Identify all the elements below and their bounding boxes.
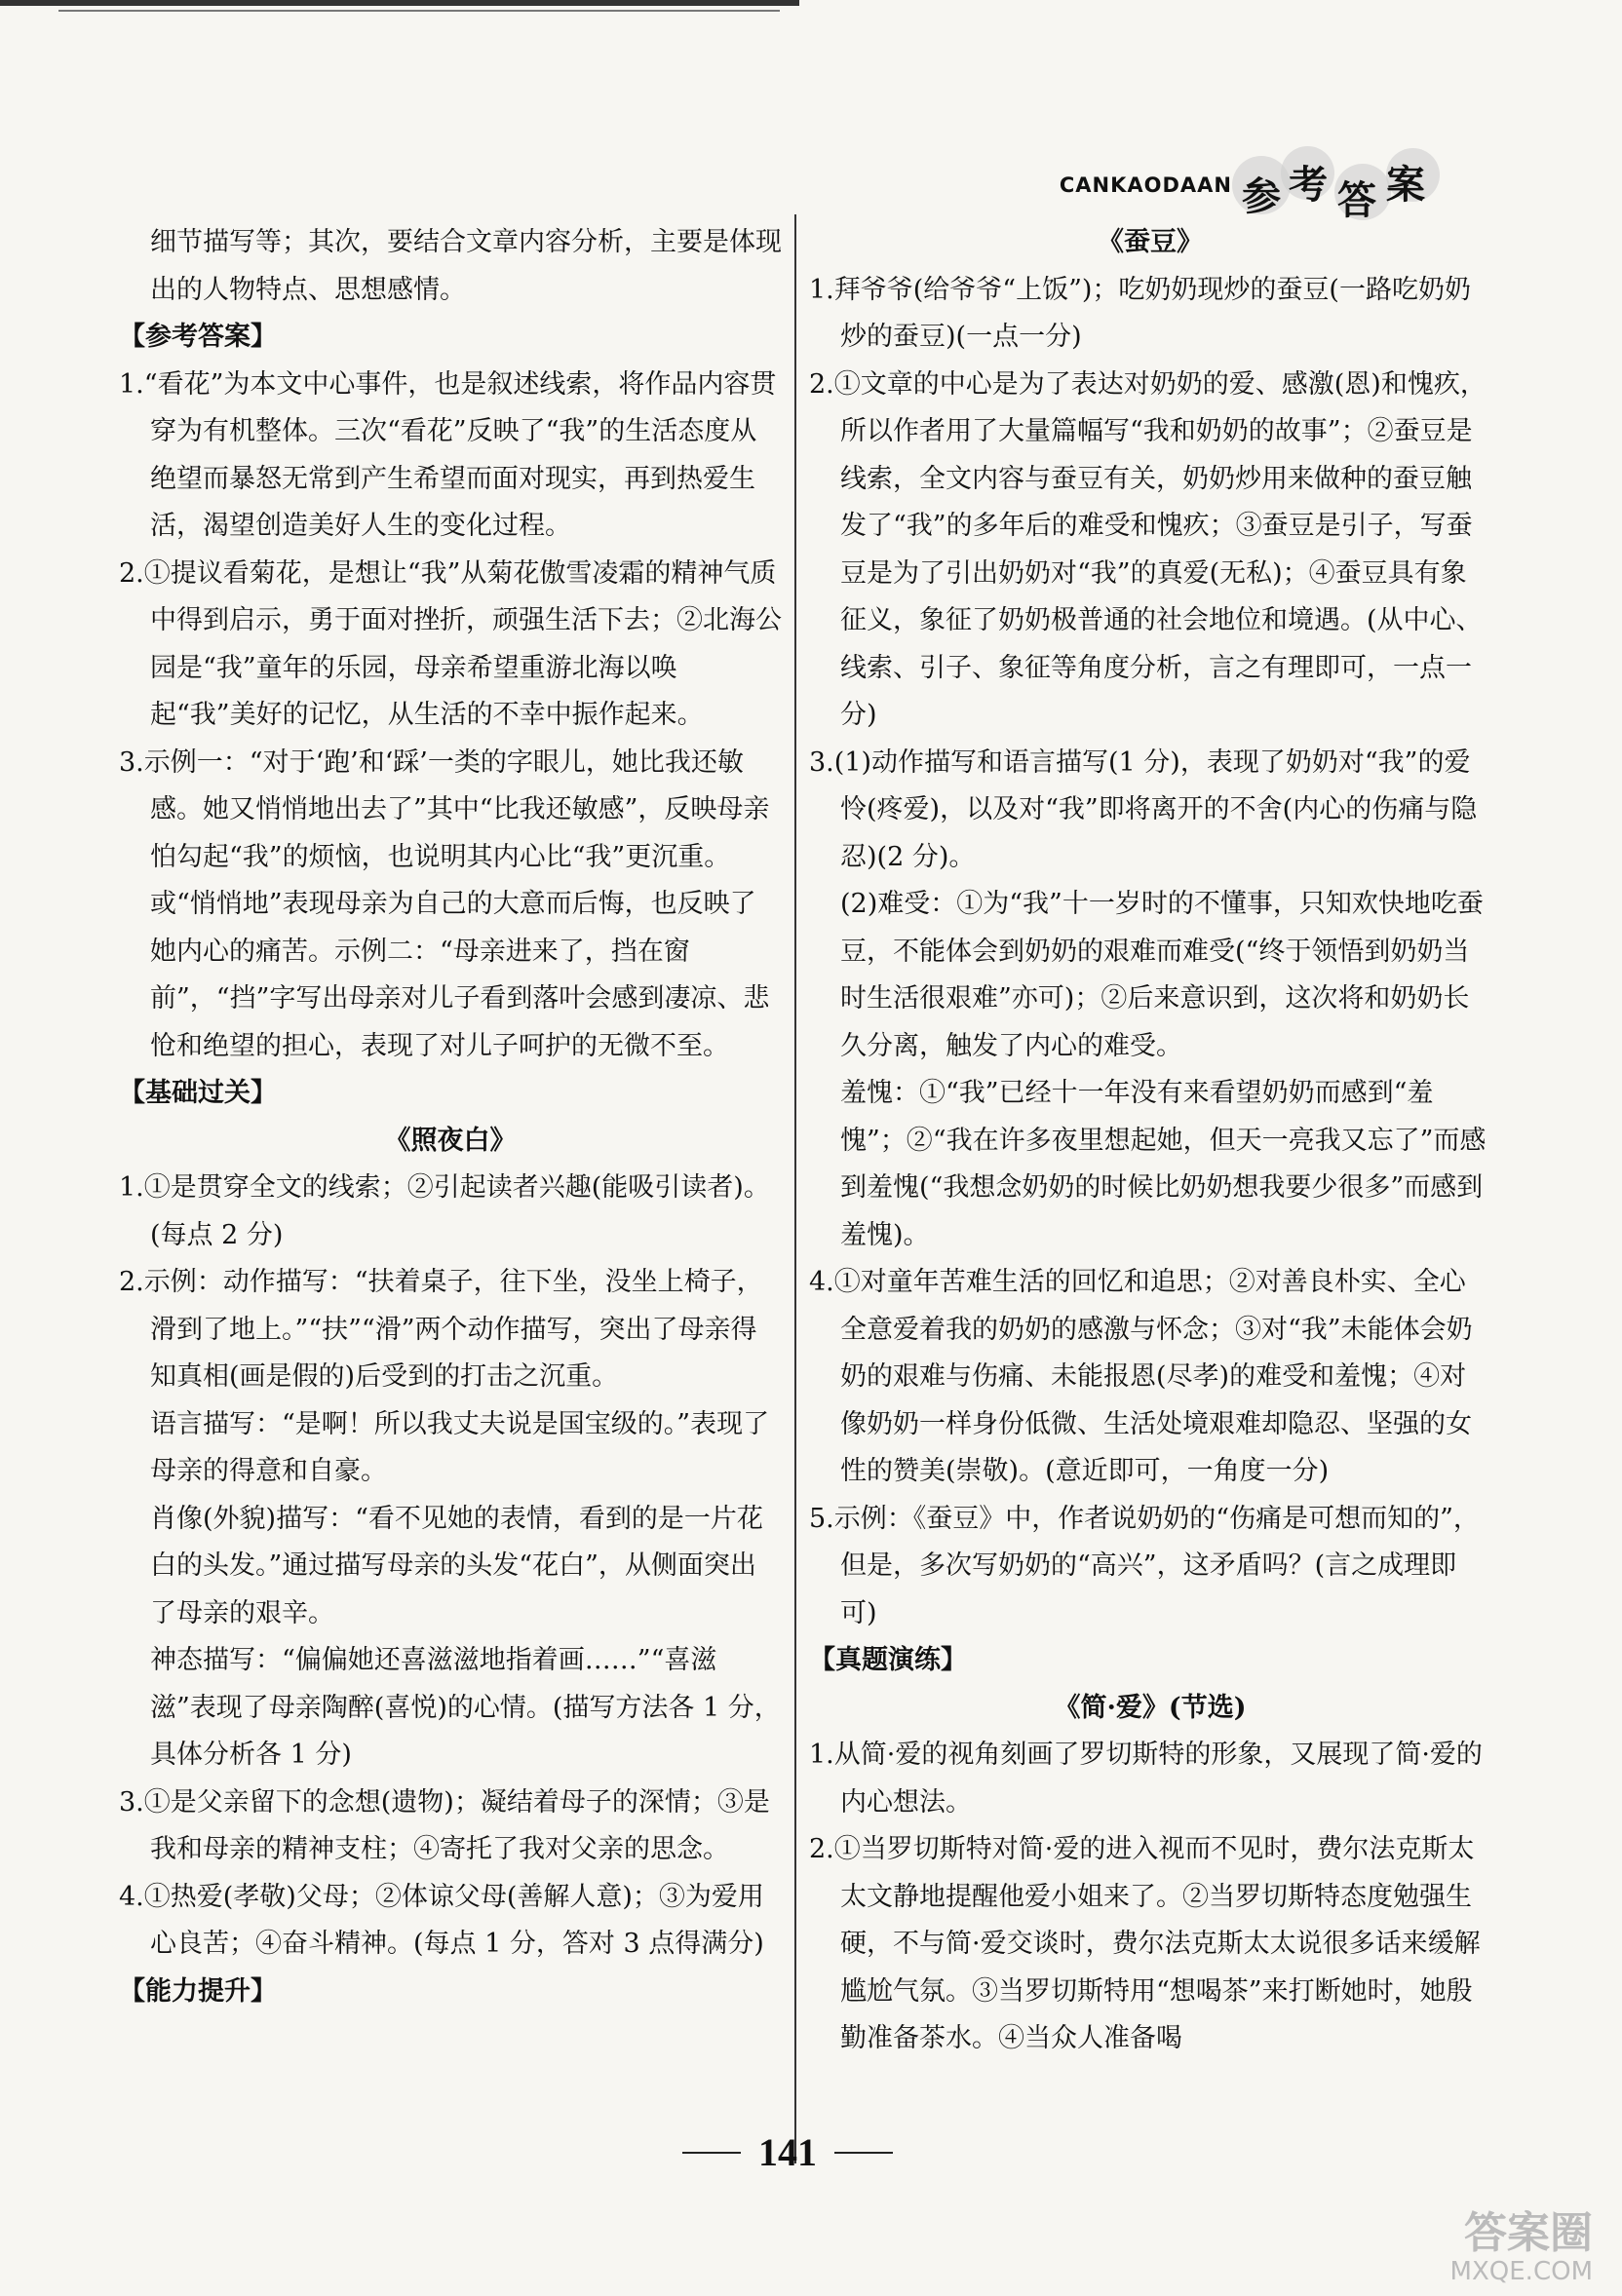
continuation-paragraph: 细节描写等；其次，要结合文章内容分析，主要是体现出的人物特点、思想感情。 [150,227,782,305]
continuation-paragraph: 肖像(外貌)描写：“看不见她的表情，看到的是一片花白的头发。”通过描写母亲的头发“花白”，从侧面突出了母亲的艰辛。 [150,1503,763,1628]
footer-dash-left [682,2152,741,2154]
top-border-line-thin [58,10,780,12]
continuation-paragraph: 羞愧：①“我”已经十一年没有来看望奶奶而感到“羞愧”；②“我在许多夜里想起她，但天一亮我又忘了”而感到羞愧(“我想念奶奶的时候比奶奶想我要少很多”而感到羞愧)。 [840,1078,1487,1250]
section-heading: 【能力提升】 [119,1975,277,2007]
logo-char-3: 答 [1337,177,1376,223]
section-heading: 【真题演练】 [809,1645,967,1675]
answer-item: 3.①是父亲留下的念想(遗物)；凝结着母子的深情；③是我和母亲的精神支柱；④寄托了我对父亲的思念。 [119,1786,770,1864]
answer-item: 4.①热爱(孝敬)父母；②体谅父母(善解人意)；③为爱用心良苦；④奋斗精神。(每点 1 分，答对 3 点得满分) [119,1881,764,1959]
column-divider [794,214,796,2163]
logo-char-4: 案 [1386,162,1425,208]
section-heading: 【参考答案】 [119,322,277,352]
passage-title: 《蚕豆》 [1098,227,1203,257]
header-brand-latin: CANKAODAAN [1059,173,1232,197]
continuation-paragraph: 神态描写：“偏偏她还喜滋滋地指着画……”“喜滋滋”表现了母亲陶醉(喜悦)的心情。(描写方法各 1 分，具体分析各 1 分) [150,1645,781,1770]
page-footer [682,2129,893,2175]
answer-item: 1.从简·爱的视角刻画了罗切斯特的形象，又展现了简·爱的内心想法。 [809,1740,1483,1818]
answer-item: 2.①提议看菊花，是想让“我”从菊花傲雪凌霜的精神气质中得到启示，勇于面对挫折，顽强生活下去；②北海公园是“我”童年的乐园，母亲希望重游北海以唤起“我”美好的记忆，从生活的不幸中振作起来。 [119,557,782,730]
answer-item: 1.①是贯穿全文的线索；②引起读者兴趣(能吸引读者)。(每点 2 分) [119,1172,770,1250]
answer-item: 2.示例：动作描写：“扶着桌子，往下坐，没坐上椅子，滑到了地上。”“扶”“滑”两个动作描写，突出了母亲得知真相(画是假的)后受到的打击之沉重。 [119,1267,763,1392]
section-heading: 【基础过关】 [119,1078,277,1108]
logo-char-2: 考 [1289,162,1328,208]
right-column [809,219,1491,2063]
answer-item: 1.拜爷爷(给爷爷“上饭”)；吃奶奶现炒的蚕豆(一路吃奶奶炒的蚕豆)(一点一分) [809,274,1471,352]
answer-item: 5.示例：《蚕豆》中，作者说奶奶的“伤痛是可想而知的”，但是，多次写奶奶的“高兴”，这矛盾吗？(言之成理即可) [809,1503,1480,1628]
passage-title: 《简·爱》(节选) [1054,1692,1247,1723]
watermark [1450,2210,1593,2286]
answer-item: 1.“看花”为本文中心事件，也是叙述线索，将作品内容贯穿为有机整体。三次“看花”反映了“我”的生活态度从绝望而暴怒无常到产生希望而面对现实，再到热爱生活，渴望创造美好人生的变化过程。 [119,368,777,541]
answer-item: 2.①文章的中心是为了表达对奶奶的爱、感激(恩)和愧疚，所以作者用了大量篇幅写“我和奶奶的故事”；②蚕豆是线索，全文内容与蚕豆有关，奶奶炒用来做种的蚕豆触发了“我”的多年后的难受和愧疚；③蚕豆是引子，写蚕豆是为了引出奶奶对“我”的真爱(无私)；④蚕豆具有象征义，象征了奶奶极普通的社会地位和境遇。(从中心、线索、引子、象征等角度分析，言之有理即可，一点一分) [809,368,1487,730]
answer-item: 4.①对童年苦难生活的回忆和追思；②对善良朴实、全心全意爱着我的奶奶的感激与怀念；③对“我”未能体会奶奶的艰难与伤痛、未能报恩(尽孝)的难受和羞愧；④对像奶奶一样身份低微、生活处境艰难却隐忍、坚强的女性的赞美(崇敬)。(意近即可，一角度一分) [809,1267,1473,1486]
answer-item: 3.(1)动作描写和语言描写(1 分)，表现了奶奶对“我”的爱怜(疼爱)，以及对“我”即将离开的不舍(内心的伤痛与隐忍)(2 分)。 [809,746,1478,872]
watermark-url: MXQE.COM [1449,2257,1593,2286]
page-header [1060,146,1447,224]
footer-dash-right [834,2152,893,2154]
passage-title: 《照夜白》 [384,1125,517,1156]
answer-logo [1242,146,1447,224]
left-column [119,219,782,2015]
top-border-line [0,0,799,6]
answer-item: 3.示例一：“对于‘跑’和‘踩’一类的字眼儿，她比我还敏感。她又悄悄地出去了”其中“比我还敏感”，反映母亲怕勾起“我”的烦恼，也说明其内心比“我”更沉重。或“悄悄地”表现母亲为自己的大意而后悔，也反映了她内心的痛苦。示例二：“母亲进来了，挡在窗前”，“挡”字写出母亲对儿子看到落叶会感到凄凉、悲怆和绝望的担心，表现了对儿子呵护的无微不至。 [119,746,770,1061]
page-number: 141 [758,2130,817,2174]
answer-item: 2.①当罗切斯特对简·爱的进入视而不见时，费尔法克斯太太文静地提醒他爱小姐来了。②当罗切斯特态度勉强生硬，不与简·爱交谈时，费尔法克斯太太说很多话来缓解尴尬气氛。③当罗切斯特用“想喝茶”来打断她时，她殷勤准备茶水。④当众人准备喝 [809,1834,1481,2053]
watermark-logo-text: 答案圈 [1464,2208,1593,2258]
continuation-paragraph: 语言描写：“是啊！所以我丈夫说是国宝级的。”表现了母亲的得意和自豪。 [150,1408,770,1486]
logo-char-1: 参 [1242,173,1281,219]
continuation-paragraph: (2)难受：①为“我”十一岁时的不懂事，只知欢快地吃蚕豆，不能体会到奶奶的艰难而难受(“终于领悟到奶奶当时生活很艰难”亦可)；②后来意识到，这次将和奶奶长久分离，触发了内心的难受。 [840,889,1484,1061]
